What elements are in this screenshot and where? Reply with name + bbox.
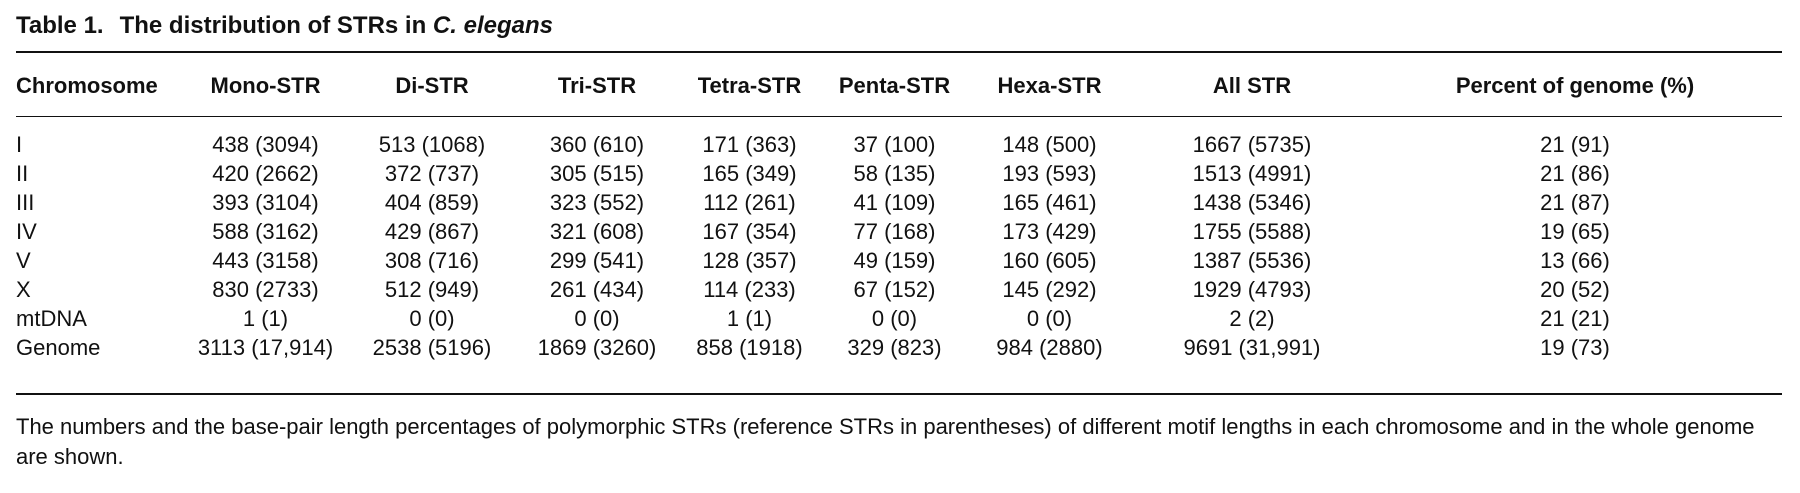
table-cell: 2538 (5196) <box>372 335 492 360</box>
table-cell: 58 (135) <box>853 161 936 186</box>
table-cell: 167 (354) <box>702 219 797 244</box>
table-cell: 2 (2) <box>1229 306 1275 331</box>
table-cell: 19 (65) <box>1540 219 1610 244</box>
table-cell: 19 (73) <box>1540 335 1610 360</box>
table-cell: 261 (434) <box>549 277 645 302</box>
table-row <box>16 246 1782 275</box>
table-cell: 13 (66) <box>1540 248 1610 273</box>
table-cell: 984 (2880) <box>996 335 1103 360</box>
table-cell: 145 (292) <box>1002 277 1097 302</box>
table-cell: 0 (0) <box>574 306 620 331</box>
table-row <box>16 130 1782 159</box>
table-cell: 148 (500) <box>1002 132 1097 157</box>
table-cell: 49 (159) <box>853 248 936 273</box>
table-title <box>120 12 553 39</box>
table-cell: 114 (233) <box>703 277 796 302</box>
table-cell: X <box>16 277 31 302</box>
table-row <box>16 188 1782 217</box>
table-cell: 1869 (3260) <box>537 335 657 360</box>
column-header: Di-STR <box>395 73 469 98</box>
table-cell: 21 (87) <box>1540 190 1610 215</box>
column-header: Penta-STR <box>838 73 951 98</box>
str-distribution-table <box>16 64 1782 362</box>
table-cell: 3113 (17,914) <box>197 335 334 360</box>
table-cell: 37 (100) <box>853 132 936 157</box>
column-header: All STR <box>1212 73 1292 98</box>
table-cell: 393 (3104) <box>212 190 319 215</box>
table-cell: 443 (3158) <box>212 248 319 273</box>
table-cell: 171 (363) <box>702 132 797 157</box>
table-cell: 360 (610) <box>549 132 645 157</box>
table-row <box>16 217 1782 246</box>
table-cell: 165 (461) <box>1002 190 1097 215</box>
table-cell: IV <box>16 219 37 244</box>
table-cell: 0 (0) <box>409 306 455 331</box>
table-cell: 512 (949) <box>384 277 480 302</box>
table-cell: 77 (168) <box>853 219 936 244</box>
table-title-species: C. elegans <box>432 12 553 39</box>
top-rule <box>16 51 1782 53</box>
table-cell: 1387 (5536) <box>1192 248 1312 273</box>
table-row <box>16 275 1782 304</box>
table-cell: 0 (0) <box>1026 306 1073 331</box>
column-header: Percent of genome (%) <box>1455 73 1695 98</box>
table-cell: 305 (515) <box>549 161 645 186</box>
table-cell: 404 (859) <box>384 190 480 215</box>
table-cell: Genome <box>16 335 101 360</box>
row-spacer <box>16 108 1782 130</box>
table-cell: 830 (2733) <box>212 277 319 302</box>
table-row <box>16 159 1782 188</box>
table-cell: 165 (349) <box>702 161 797 186</box>
table-footnote: The numbers and the base-pair length percentages of polymorphic STRs (reference STRs in parentheses) of different motif lengths in each chromosome and in the whole genome are shown. <box>16 414 1755 469</box>
column-header: Tetra-STR <box>697 73 802 98</box>
table-cell: 588 (3162) <box>212 219 319 244</box>
table-cell: 513 (1068) <box>378 132 486 157</box>
column-header: Mono-STR <box>210 73 321 98</box>
table-cell: 128 (357) <box>702 248 797 273</box>
table-cell: 1667 (5735) <box>1192 132 1312 157</box>
table-cell: 438 (3094) <box>212 132 319 157</box>
table-cell: 1513 (4991) <box>1192 161 1312 186</box>
table-cell: I <box>16 132 23 157</box>
table-cell: 21 (86) <box>1540 161 1610 186</box>
table-cell: 329 (823) <box>847 335 942 360</box>
table-cell: 0 (0) <box>871 306 918 331</box>
column-header: Tri-STR <box>557 73 637 98</box>
table-cell: 67 (152) <box>853 277 936 302</box>
table-caption <box>16 12 553 40</box>
table-cell: 323 (552) <box>549 190 645 215</box>
column-header: Chromosome <box>16 73 158 98</box>
table-cell: 372 (737) <box>384 161 480 186</box>
table-cell: II <box>16 161 29 186</box>
table-cell: 173 (429) <box>1002 219 1097 244</box>
table-cell: V <box>16 248 31 273</box>
column-header: Hexa-STR <box>997 73 1102 98</box>
table-cell: 858 (1918) <box>696 335 803 360</box>
table-cell: 21 (91) <box>1540 132 1610 157</box>
table-cell: 1929 (4793) <box>1192 277 1312 302</box>
table-cell: 1 (1) <box>242 306 289 331</box>
table-cell: 21 (21) <box>1540 306 1610 331</box>
table-cell: 1755 (5588) <box>1192 219 1312 244</box>
table-cell: 160 (605) <box>1002 248 1097 273</box>
table-cell: 193 (593) <box>1002 161 1097 186</box>
table-cell: 321 (608) <box>549 219 645 244</box>
table-cell: 299 (541) <box>549 248 645 273</box>
table-cell: 9691 (31,991) <box>1183 335 1321 360</box>
header-row <box>16 64 1782 108</box>
bottom-rule <box>16 393 1782 395</box>
table-cell: 420 (2662) <box>212 161 319 186</box>
table-row <box>16 304 1782 333</box>
table-title-text: The distribution of STRs in <box>119 12 427 39</box>
table-row <box>16 333 1782 362</box>
table-cell: 1438 (5346) <box>1192 190 1312 215</box>
table-cell: 41 (109) <box>853 190 936 215</box>
table-cell: 112 (261) <box>703 190 796 215</box>
table-cell: 308 (716) <box>384 248 480 273</box>
table-cell: 429 (867) <box>384 219 480 244</box>
table-label: Table 1. <box>16 12 104 39</box>
table-cell: 20 (52) <box>1540 277 1610 302</box>
table-cell: 1 (1) <box>726 306 773 331</box>
table-cell: III <box>16 190 35 215</box>
table-cell: mtDNA <box>16 306 87 331</box>
